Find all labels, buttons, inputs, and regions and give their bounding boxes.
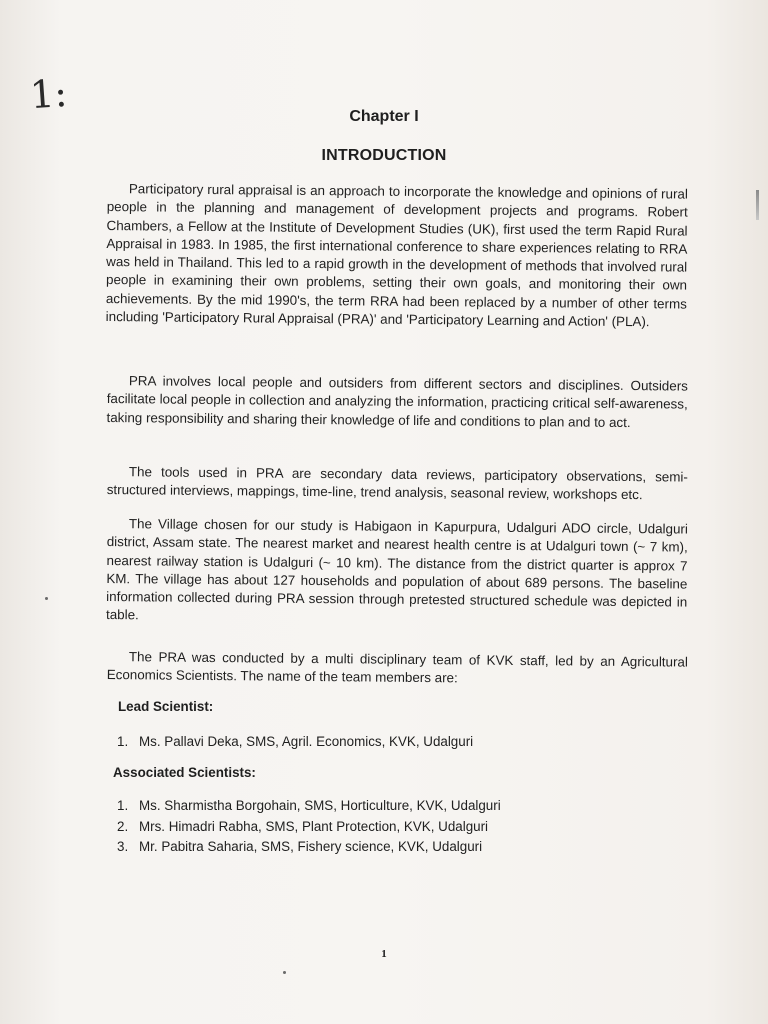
associated-scientists-list: [117, 796, 501, 858]
list-text: Mrs. Himadri Rabha, SMS, Plant Protection, KVK, Udalguri: [139, 818, 489, 834]
paragraph-2: [106, 372, 688, 432]
list-text: Ms. Pallavi Deka, SMS, Agril. Economics, KVK, Udalguri: [139, 734, 474, 749]
scan-speck: [283, 971, 286, 974]
list-number: 3.: [117, 839, 129, 854]
list-number: 1.: [117, 798, 129, 813]
paragraph-text: The tools used in PRA are secondary data reviews, participatory observations, semi-structured interviews, mappings, time-line, trend analysis, seasonal review, workshops etc.: [106, 464, 688, 503]
paragraph-text: Participatory rural appraisal is an approach to incorporate the knowledge and opinions of rural people in the planning and management of development projects and programs. Robert Chambers, a Fellow at the Institute of Development Studies (UK), first used the term Rapid Rural Appraisal in 1983. In 1985, the first international conference to share experiences relating to RRA was held in Thailand. This led to a rapid growth in the development of methods that involved rural people in examining their own problems, setting their own goals, and monitoring their own achievements. By the mid 1990's, the term RRA had been replaced by a number of other terms including 'Participatory Rural Appraisal (PRA)' and 'Participatory Learning and Action' (PLA).: [105, 181, 688, 330]
page-number: 1: [381, 948, 387, 960]
paragraph-text: The PRA was conducted by a multi disciplinary team of KVK staff, led by an Agricultural Economics Scientists. The name of the team members are:: [106, 649, 688, 686]
associated-scientists-heading: Associated Scientists:: [113, 765, 256, 780]
list-text: Mr. Pabitra Saharia, SMS, Fishery science, KVK, Udalguri: [139, 839, 483, 854]
chapter-title: INTRODUCTION: [321, 147, 447, 164]
scan-speck: [45, 597, 48, 600]
paragraph-1: [106, 180, 688, 332]
list-item: [117, 817, 501, 838]
paragraph-text: PRA involves local people and outsiders from different sectors and disciplines. Outsiders facilitate local people in collection and analyzing the information, practicing critical self-awareness, taking responsibility and sharing their knowledge of life and conditions to plan and to act.: [106, 373, 688, 430]
list-number: 2.: [117, 818, 129, 834]
handwritten-page-mark: 1:: [28, 70, 69, 118]
list-item: [117, 796, 501, 817]
chapter-label: Chapter I: [349, 108, 419, 125]
paragraph-text: The Village chosen for our study is Habigaon in Kapurpura, Udalguri ADO circle, Udalguri district, Assam state. The nearest market and nearest health centre is at Udalguri town (~ 7 km), nearest railway station is Udalguri (~ 10 km). The distance from the district quarter is approx 7 KM. The village has about 127 households and population of about 689 persons. The baseline information collected during PRA session through pretested structured schedule was depicted in table.: [105, 516, 688, 623]
list-text: Ms. Sharmistha Borgohain, SMS, Horticulture, KVK, Udalguri: [139, 798, 501, 813]
lead-scientist-list: [117, 732, 473, 753]
scan-edge-mark: [756, 190, 759, 220]
list-number: 1.: [117, 734, 129, 749]
paragraph-3: [107, 463, 688, 505]
list-item: [117, 732, 473, 753]
list-item: [117, 837, 501, 858]
paragraph-4: [106, 515, 688, 630]
lead-scientist-heading: Lead Scientist:: [118, 699, 214, 714]
paragraph-5: [107, 648, 688, 690]
